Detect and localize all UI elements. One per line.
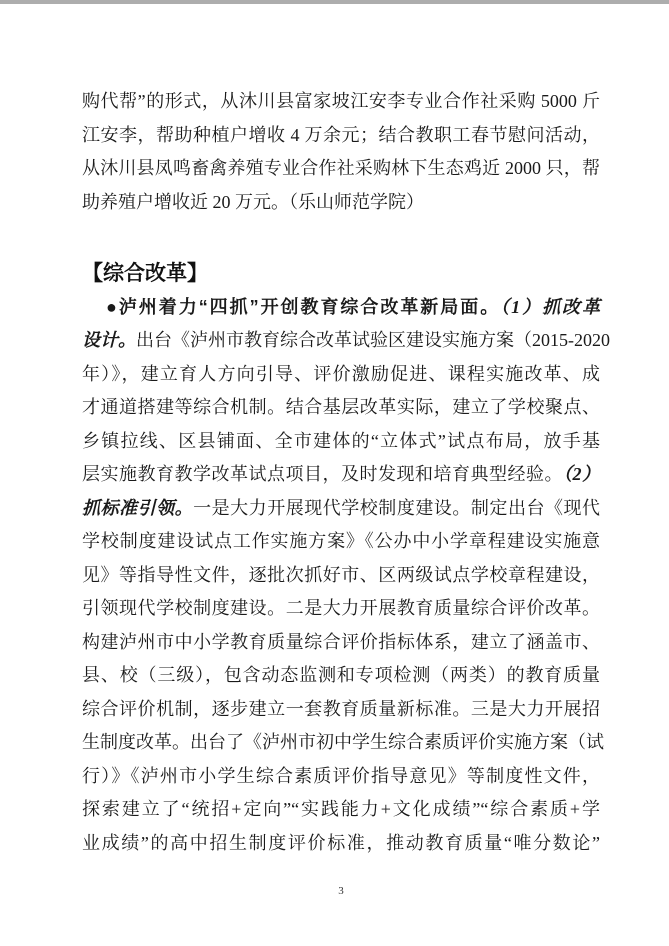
text-line bbox=[82, 726, 604, 760]
text-run: 探索建立了“统招+定向”“实践能力+文化成绩”“综合素质+学 bbox=[82, 799, 600, 819]
bold-italic-run: （2） bbox=[563, 464, 600, 484]
text-run: 才通道搭建等综合机制。结合基层改革实际，建立了学校聚点、 bbox=[82, 397, 600, 417]
text-line bbox=[82, 391, 600, 425]
text-line bbox=[82, 659, 600, 693]
text-line bbox=[82, 626, 600, 660]
bold-italic-run: 抓标准引领。 bbox=[82, 497, 194, 518]
text-line bbox=[82, 525, 600, 559]
text-line bbox=[82, 827, 600, 861]
text-run: 层实施教育教学改革试点项目，及时发现和培育典型经验。 bbox=[82, 464, 563, 484]
paragraph-bullet bbox=[82, 291, 610, 861]
text-line bbox=[82, 592, 600, 626]
text-run: 年）》，建立育人方向引导、评价激励促进、课程实施改革、成 bbox=[82, 363, 600, 384]
text-run: 一是大力开展现代学校制度建设。制定出台《现代 bbox=[193, 497, 601, 518]
text-run: 构建泸州市中小学教育质量综合评价指标体系，建立了涵盖市、 bbox=[82, 631, 600, 652]
page-number: 3 bbox=[338, 885, 344, 897]
text-line: 江安李，帮助种植户增收 4 万余元；结合教职工春节慰问活动， bbox=[82, 124, 600, 145]
text-line bbox=[82, 324, 610, 358]
text-line bbox=[82, 760, 600, 794]
text-line bbox=[82, 693, 600, 727]
paragraph-continued bbox=[82, 85, 600, 219]
text-run: 行）》《泸州市小学生综合素质评价指导意见》等制度性文件， bbox=[82, 765, 600, 786]
text-run: 县、校（三级），包含动态监测和专项检测（两类）的教育质量 bbox=[82, 665, 600, 685]
text-line: 购代帮”的形式，从沐川县富家坡江安李专业合作社采购 5000 斤 bbox=[82, 91, 600, 111]
text-run: 综合评价机制，逐步建立一套教育质量新标准。三是大力开展招 bbox=[82, 698, 600, 719]
document-page bbox=[0, 4, 669, 946]
text-line bbox=[82, 425, 600, 459]
text-line bbox=[82, 291, 600, 325]
text-line: 助养殖户增收近 20 万元。（乐山师范学院） bbox=[82, 191, 424, 212]
text-run: 生制度改革。出台了《泸州市初中学生综合素质评价实施方案（试 bbox=[82, 732, 604, 752]
text-run: 业成绩”的高中招生制度评价标准，推动教育质量“唯分数论” bbox=[82, 832, 600, 853]
bold-italic-run: 设计。 bbox=[82, 330, 136, 350]
bold-run: ●泸州着力“四抓”开创教育综合改革新局面。 bbox=[106, 296, 501, 317]
section-heading: 【综合改革】 bbox=[82, 262, 208, 285]
text-run: 见》等指导性文件，逐批次抓好市、区两级试点学校章程建设， bbox=[82, 564, 600, 585]
text-run: 引领现代学校制度建设。二是大力开展教育质量综合评价改革。 bbox=[82, 598, 600, 618]
text-line bbox=[82, 458, 600, 492]
text-line bbox=[82, 358, 600, 392]
text-line bbox=[82, 793, 600, 827]
text-run: 出台《泸州市教育综合改革试验区建设实施方案（2015-2020 bbox=[136, 330, 610, 350]
text-run: 学校制度建设试点工作实施方案》《公办中小学章程建设实施意 bbox=[82, 531, 600, 551]
text-line: 从沐川县凤鸣畜禽养殖专业合作社采购林下生态鸡近 2000 只，帮 bbox=[82, 158, 600, 178]
text-run: 乡镇拉线、区县铺面、全市建体的“立体式”试点布局，放手基 bbox=[82, 430, 600, 451]
text-line bbox=[82, 492, 600, 526]
bold-italic-run: （1）抓改革 bbox=[500, 296, 601, 317]
text-line bbox=[82, 559, 600, 593]
